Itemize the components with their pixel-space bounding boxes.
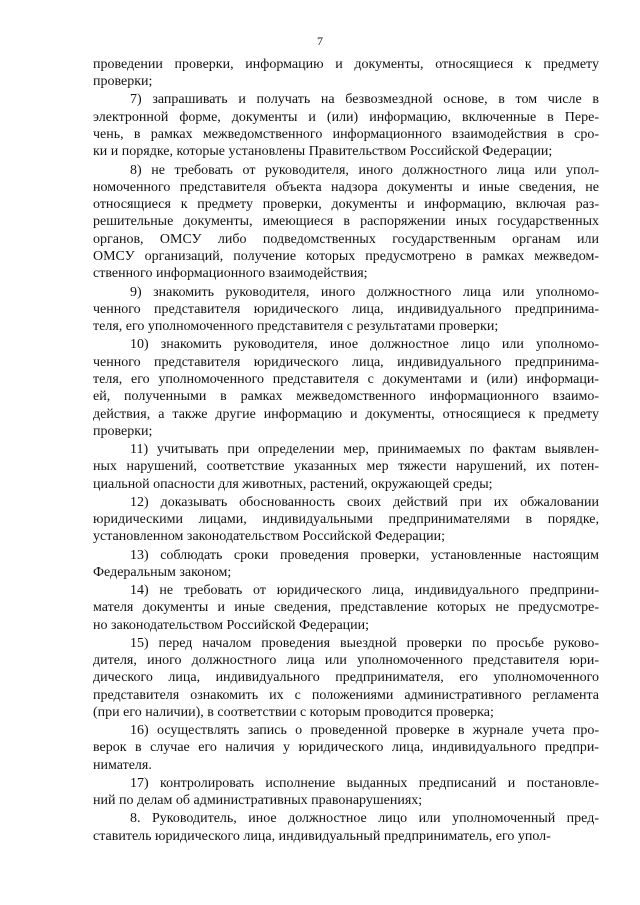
paragraph (93, 56, 599, 91)
paragraph (93, 810, 599, 845)
text-line: теля, его уполномоченного представителя с документами и (или) информаци- (93, 371, 599, 387)
text-line: номоченного представителя объекта надзора документы и иные сведения, не (93, 179, 599, 195)
text-line: электронной форме, документы и (или) информацию, включенные в Пере- (93, 109, 599, 125)
text-line: ей, полученными в рамках межведомственного информационного взаимо- (93, 389, 599, 405)
paragraph (93, 494, 599, 546)
text-line: дителя, иного должностного лица или уполномоченного представителя юри- (93, 653, 599, 669)
text-line: проведении проверки, информацию и документы, относящиеся к предмету (93, 57, 599, 72)
text-line: ставитель юридического лица, индивидуальный предприниматель, его упол- (93, 828, 551, 844)
text-line: решительные документы, имеющиеся в распоряжении иных государственных (93, 214, 599, 230)
text-line: 13) соблюдать сроки проведения проверки, установленные настоящим (130, 547, 599, 563)
document-body (93, 56, 599, 845)
text-line: но законодательством Российской Федерации; (93, 617, 370, 633)
text-line: ных нарушений, соответствие указанных мер тяжести нарушений, их потен- (93, 459, 599, 475)
text-line: 16) осуществлять запись о проведенной проверке в журнале учета про- (130, 723, 599, 739)
text-line: мателя документы и иные сведения, представление которых не предусмотре- (93, 600, 599, 616)
text-line: Федеральным законом; (93, 564, 232, 580)
text-line: 15) перед началом проведения выездной проверки по просьбе руково- (130, 635, 599, 651)
text-line: ченного представителя юридического лица, индивидуального предпринима- (93, 354, 599, 370)
paragraph (93, 722, 599, 774)
text-line: чень, в рамках межведомственного информационного взаимодействия в сро- (93, 127, 599, 143)
text-line: 8) не требовать от руководителя, иного должностного лица или упол- (130, 162, 599, 178)
text-line: 8. Руководитель, иное должностное лицо или уполномоченный пред- (130, 811, 599, 827)
text-line: представителя ознакомить их с положениями административного регламента (93, 687, 599, 703)
text-line: установленном законодательством Российской Федерации; (93, 529, 445, 545)
paragraph (93, 547, 599, 582)
paragraph (93, 284, 599, 336)
text-line: ОМСУ организаций, получение которых предусмотрено в рамках межведом- (93, 249, 599, 265)
text-line: 10) знакомить руководителя, иное должностное лицо или уполномо- (130, 337, 599, 353)
text-line: дического лица, индивидуального предпринимателя, его уполномоченного (93, 670, 599, 686)
text-line: теля, его уполномоченного представителя с результатами проверки; (93, 319, 499, 335)
page-number: 7 (317, 34, 323, 48)
text-line: 17) контролировать исполнение выданных предписаний и постановле- (130, 775, 599, 791)
text-line: ний по делам об административных правонарушениях; (93, 793, 423, 809)
paragraph (93, 336, 599, 440)
text-line: (при его наличии), в соответствии с которым проводится проверка; (93, 705, 494, 720)
text-line: 11) учитывать при определении мер, принимаемых по фактам выявлен- (130, 441, 599, 457)
text-line: нимателя. (93, 757, 152, 773)
text-line: 12) доказывать обоснованность своих действий при их обжаловании (130, 494, 599, 510)
text-line: проверки; (93, 423, 153, 439)
text-line: юридическими лицами, индивидуальными предпринимателями в порядке, (93, 512, 599, 528)
paragraph (93, 441, 599, 493)
text-line: 14) не требовать от юридического лица, индивидуального предприни- (130, 583, 599, 599)
text-line: ственного информационного взаимодействия; (93, 266, 368, 282)
paragraph (93, 91, 599, 160)
paragraph (93, 775, 599, 810)
text-line: циальной опасности для животных, растений, окружающей среды; (93, 476, 493, 492)
text-line: 7) запрашивать и получать на безвозмездной основе, в том числе в (130, 92, 599, 108)
text-line: ки и порядке, которые установлены Правительством Российской Федерации; (93, 144, 553, 160)
paragraph (93, 162, 599, 283)
text-line: ченного представителя юридического лица, индивидуального предпринима- (93, 301, 599, 317)
text-line: действия, а также другие информацию и документы, относящиеся к предмету (93, 406, 599, 422)
text-line: относящиеся к предмету проверки, документы и информацию, включая раз- (93, 197, 599, 213)
paragraph (93, 582, 599, 634)
text-line: 9) знакомить руководителя, иного должностного лица или уполномо- (130, 284, 599, 300)
text-line: проверки; (93, 74, 153, 90)
text-line: органов, ОМСУ либо подведомственных государственным органам или (93, 231, 599, 247)
paragraph (93, 635, 599, 721)
text-line: верок в случае его наличия у юридического лица, индивидуального предпри- (93, 740, 599, 756)
